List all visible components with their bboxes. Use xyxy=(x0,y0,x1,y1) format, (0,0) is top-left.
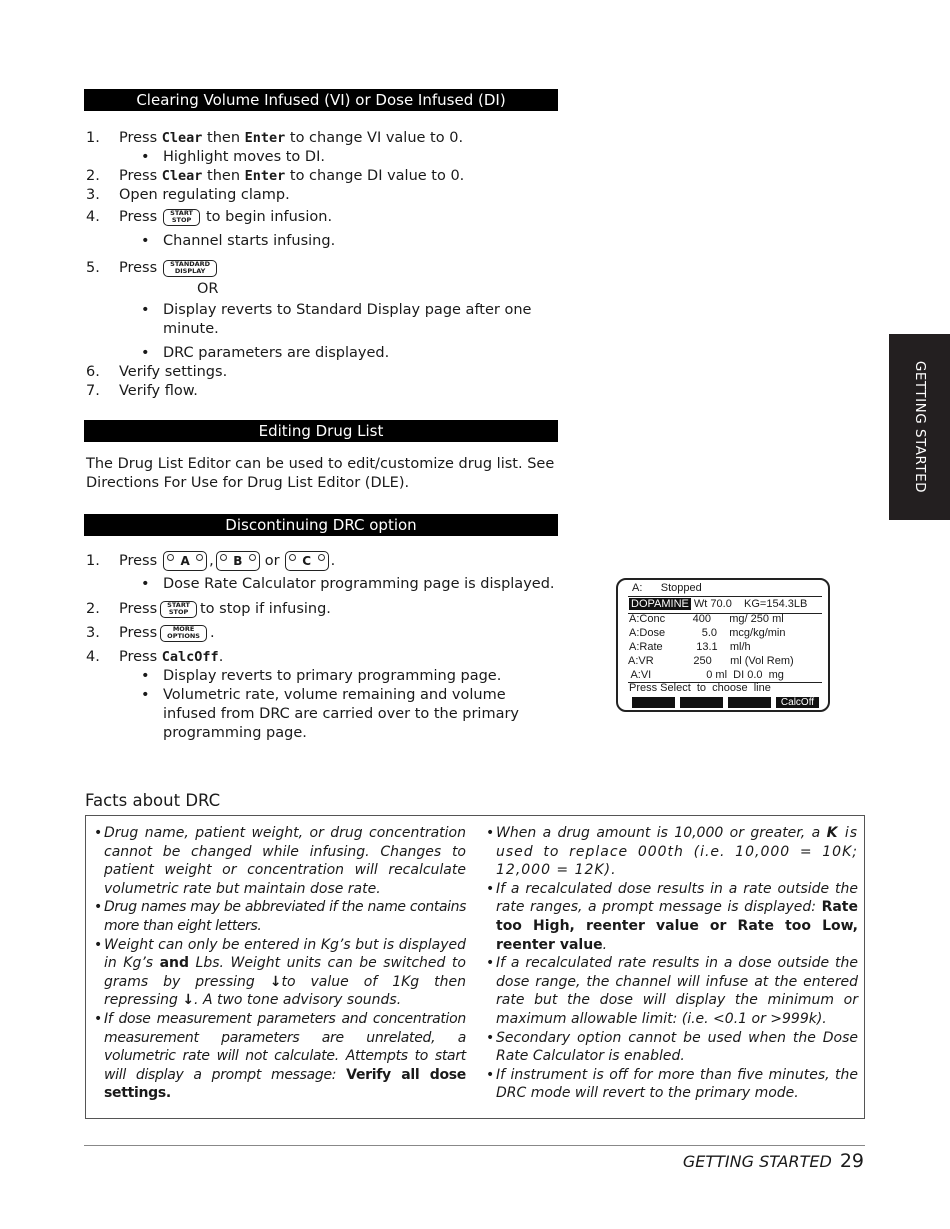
section-title-editing: Editing Drug List xyxy=(84,420,558,442)
facts-right-column xyxy=(486,824,858,1103)
clear-key: Clear xyxy=(161,168,203,184)
fact-item: • If a recalculated dose results in a rate outside the rate ranges, a prompt message is displayed: Rate too High, reenter value or Rate too Low, reenter value. xyxy=(486,880,858,953)
start-stop-key-icon: START STOP xyxy=(160,601,197,618)
step-4-bullet-1: • Display reverts to primary programming page. xyxy=(141,668,502,684)
clearing-steps xyxy=(86,129,566,401)
step-3: 3. Open regulating clamp. xyxy=(86,187,290,203)
lcd-softkey-1 xyxy=(632,697,675,708)
footer-rule xyxy=(84,1145,865,1146)
facts-box xyxy=(85,815,865,1119)
lcd-softkey-2 xyxy=(680,697,723,708)
channel-a-key-icon: A xyxy=(163,551,207,571)
step-4: 4. Press START STOP to begin infusion. xyxy=(86,208,333,225)
step-1: 1. Press Clear then Enter to change VI value to 0. xyxy=(86,130,464,146)
step-4: 4. Press CalcOff. xyxy=(86,649,224,665)
section-title-discontinuing: Discontinuing DRC option xyxy=(84,514,558,536)
lcd-dose-line: A:Dose 5.0 mcg/kg/min xyxy=(629,627,786,639)
step-6: 6. Verify settings. xyxy=(86,364,228,380)
fact-item: • Drug name, patient weight, or drug concentration cannot be changed while infusing. Changes to patient weight or concentration will recalculate volumetric rate but maintain dose rate. xyxy=(94,825,466,897)
fact-item: • If a recalculated rate results in a dose outside the dose range, the channel will infuse at the entered rate but the dose will display the minimum or maximum allowable limit: (i.e. <0.1 or >999k). xyxy=(486,955,858,1027)
calcoff-key: CalcOff xyxy=(161,649,219,665)
step-4-bullet: • Channel starts infusing. xyxy=(141,233,336,249)
down-arrow-icon: ↓ xyxy=(269,973,282,990)
clear-key: Clear xyxy=(161,130,203,146)
fact-item: • Weight can only be entered in Kg’s but is displayed in Kg’s and Lbs. Weight units can be switched to grams by pressing ↓to value of 1Kg then repressing ↓. A two tone advisory sounds. xyxy=(94,936,466,1009)
enter-key: Enter xyxy=(244,168,286,184)
step-4-bullet-2: • Volumetric rate, volume remaining and volume infused from DRC are carried over to the primary programming page. xyxy=(141,687,520,741)
fact-item: • Drug names may be abbreviated if the name contains more than eight letters. xyxy=(94,899,466,934)
lcd-divider xyxy=(628,596,822,597)
or-label: OR xyxy=(197,281,219,297)
discontinuing-steps xyxy=(86,549,566,743)
lcd-drug-line: DOPAMINE Wt 70.0 KG=154.3LB xyxy=(631,598,808,610)
enter-key: Enter xyxy=(244,130,286,146)
facts-heading: Facts about DRC xyxy=(85,791,221,810)
lcd-softkey-3 xyxy=(728,697,771,708)
fact-item: • Secondary option cannot be used when the Dose Rate Calculator is enabled. xyxy=(486,1029,858,1065)
side-tab-label: GETTING STARTED xyxy=(911,360,928,494)
channel-c-key-icon: C xyxy=(285,551,329,571)
step-1-bullet: • Highlight moves to DI. xyxy=(141,149,325,165)
page-number: 29 xyxy=(839,1150,864,1172)
lcd-display xyxy=(616,578,830,712)
start-stop-key-icon: START STOP xyxy=(163,209,200,226)
step-1: 1. Press A , B or C . xyxy=(86,549,566,573)
down-arrow-icon: ↓ xyxy=(182,992,195,1009)
step-5: 5. Press STANDARD DISPLAY xyxy=(86,256,566,280)
step-7: 7. Verify flow. xyxy=(86,383,198,399)
footer-label: GETTING STARTED xyxy=(682,1152,832,1171)
channel-b-key-icon: B xyxy=(216,551,260,571)
step-5-bullet-2: • DRC parameters are displayed. xyxy=(141,345,390,361)
more-options-key-icon: MORE OPTIONS xyxy=(160,625,207,642)
side-tab xyxy=(889,334,950,520)
step-1-bullet: • Dose Rate Calculator programming page is displayed. xyxy=(141,576,555,592)
lcd-status-line: A: Stopped xyxy=(632,582,702,594)
step-2: 2. Press START STOP to stop if infusing. xyxy=(86,600,331,617)
step-5-bullet-1: • Display reverts to Standard Display page after one minute. xyxy=(141,302,532,337)
footer xyxy=(683,1150,864,1172)
fact-item: • If dose measurement parameters and concentration measurement parameters are unrelated, a volumetric rate will not calculate. Attempts to start will display a prompt message: Verify all dose settings. xyxy=(94,1010,466,1102)
step-2: 2. Press Clear then Enter to change DI value to 0. xyxy=(86,168,465,184)
fact-item: • If instrument is off for more than five minutes, the DRC mode will revert to the primary mode. xyxy=(486,1066,858,1102)
facts-left-column xyxy=(94,824,466,1103)
lcd-vr-line: A:VR 250 ml (Vol Rem) xyxy=(628,655,794,667)
lcd-softkey-calcoff: CalcOff xyxy=(776,697,819,708)
lcd-rate-line: A:Rate 13.1 ml/h xyxy=(629,641,751,653)
standard-display-key-icon: STANDARD DISPLAY xyxy=(163,260,217,277)
step-3: 3. Press MORE OPTIONS . xyxy=(86,624,215,641)
editing-text: The Drug List Editor can be used to edit/customize drug list. See Directions For Use for Drug List Editor (DLE). xyxy=(86,456,555,491)
section-title-clearing: Clearing Volume Infused (VI) or Dose Infused (DI) xyxy=(84,89,558,111)
lcd-vi-line: A:VI 0 ml DI 0.0 mg xyxy=(628,669,784,681)
fact-item: • When a drug amount is 10,000 or greater, a K is used to replace 000th (i.e. 10,000 = 10K; 12,000 = 12K). xyxy=(486,825,859,879)
lcd-conc-line: A:Conc 400 mg/ 250 ml xyxy=(629,613,784,625)
lcd-drug-name: DOPAMINE xyxy=(631,598,689,610)
lcd-prompt-line: Press Select to choose line xyxy=(629,682,771,694)
